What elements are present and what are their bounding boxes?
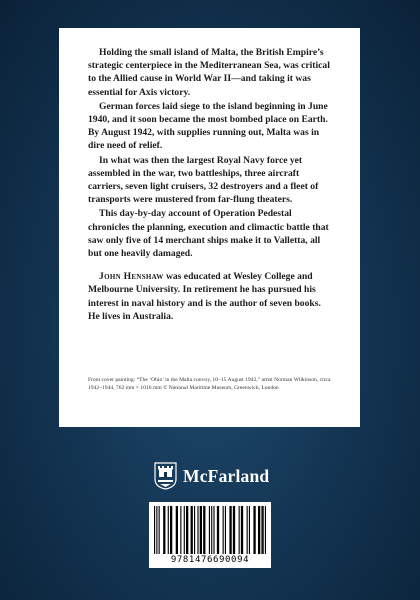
publisher-name: McFarland xyxy=(183,465,270,486)
barcode-bar xyxy=(170,506,172,554)
barcode-bar xyxy=(163,506,165,554)
author-bio xyxy=(88,270,332,323)
barcode-bar xyxy=(176,506,178,554)
barcode-bar xyxy=(241,506,243,554)
barcode-bar xyxy=(258,506,260,554)
barcode-bar xyxy=(186,506,188,554)
barcode-bar xyxy=(247,506,248,554)
blurb-paragraph-3: In what was then the largest Royal Navy force yet assembled in the war, two battleships, three aircraft carriers, seven light cruisers, 32 destroyers and a fleet of transports were mustered from far-flung theaters. xyxy=(88,154,319,206)
publisher-logo xyxy=(154,461,269,491)
barcode-bar xyxy=(154,506,155,554)
barcode-bar xyxy=(223,506,224,554)
castle-crest-icon xyxy=(154,462,177,490)
description-panel xyxy=(59,28,360,427)
blurb-paragraph-4: This day-by-day account of Operation Pedestal chronicles the planning, execution and climactic battle that saw only five of 14 merchant ships make it to Valletta, all but one heavily damaged. xyxy=(88,208,329,260)
cover-credit: Front cover painting: “The ‘Ohio’ in the Malta convoy, 10–15 August 1942,” artist Norman Wilkinson, circa 1942–1944, 762 mm × 1016 mm © National Maritime Museum, Greenwich, London xyxy=(88,377,331,392)
author-name: John Henshaw xyxy=(99,271,164,283)
barcode-bar xyxy=(156,506,157,554)
blurb xyxy=(88,46,332,260)
isbn-number: 9781476690094 xyxy=(170,555,250,565)
barcode-bar xyxy=(194,506,195,554)
barcode-bar xyxy=(253,506,255,554)
barcode-bar xyxy=(180,506,181,554)
barcode-bar xyxy=(209,506,210,554)
barcode-bar xyxy=(265,506,266,554)
barcode-bar xyxy=(197,506,198,554)
barcode xyxy=(149,502,271,568)
barcode-bar xyxy=(229,506,231,554)
barcode-bar xyxy=(211,506,212,554)
barcode-bar xyxy=(239,506,240,554)
barcode-bar xyxy=(200,506,202,554)
barcode-bar xyxy=(249,506,250,554)
barcode-bar xyxy=(168,506,169,554)
blurb-paragraph-1: Holding the small island of Malta, the British Empire’s strategic centerpiece in the Mediterranean Sea, was critical to the Allied cause in World War II—and taking it was essential for Axis victory. xyxy=(88,47,330,98)
barcode-bar xyxy=(261,506,262,554)
author-bio-text: was educated at Wesley College and Melbourne University. In retirement he has pursued his interest in naval history and is the author of seven books. He lives in Australia. xyxy=(88,271,321,322)
barcode-bars xyxy=(154,506,266,554)
barcode-bar xyxy=(213,506,214,554)
barcode-bar xyxy=(159,506,160,554)
barcode-bar xyxy=(191,506,193,554)
barcode-bar xyxy=(225,506,226,554)
barcode-bar xyxy=(263,506,264,554)
barcode-bar xyxy=(233,506,235,554)
barcode-bar xyxy=(184,506,185,554)
barcode-bar xyxy=(217,506,219,554)
blurb-paragraph-2: German forces laid siege to the island beginning in June 1940, and it soon became the most bombed place on Earth. By August 1942, with supplies running out, Malta was in dire need of relief. xyxy=(88,100,328,152)
barcode-bar xyxy=(203,506,205,554)
